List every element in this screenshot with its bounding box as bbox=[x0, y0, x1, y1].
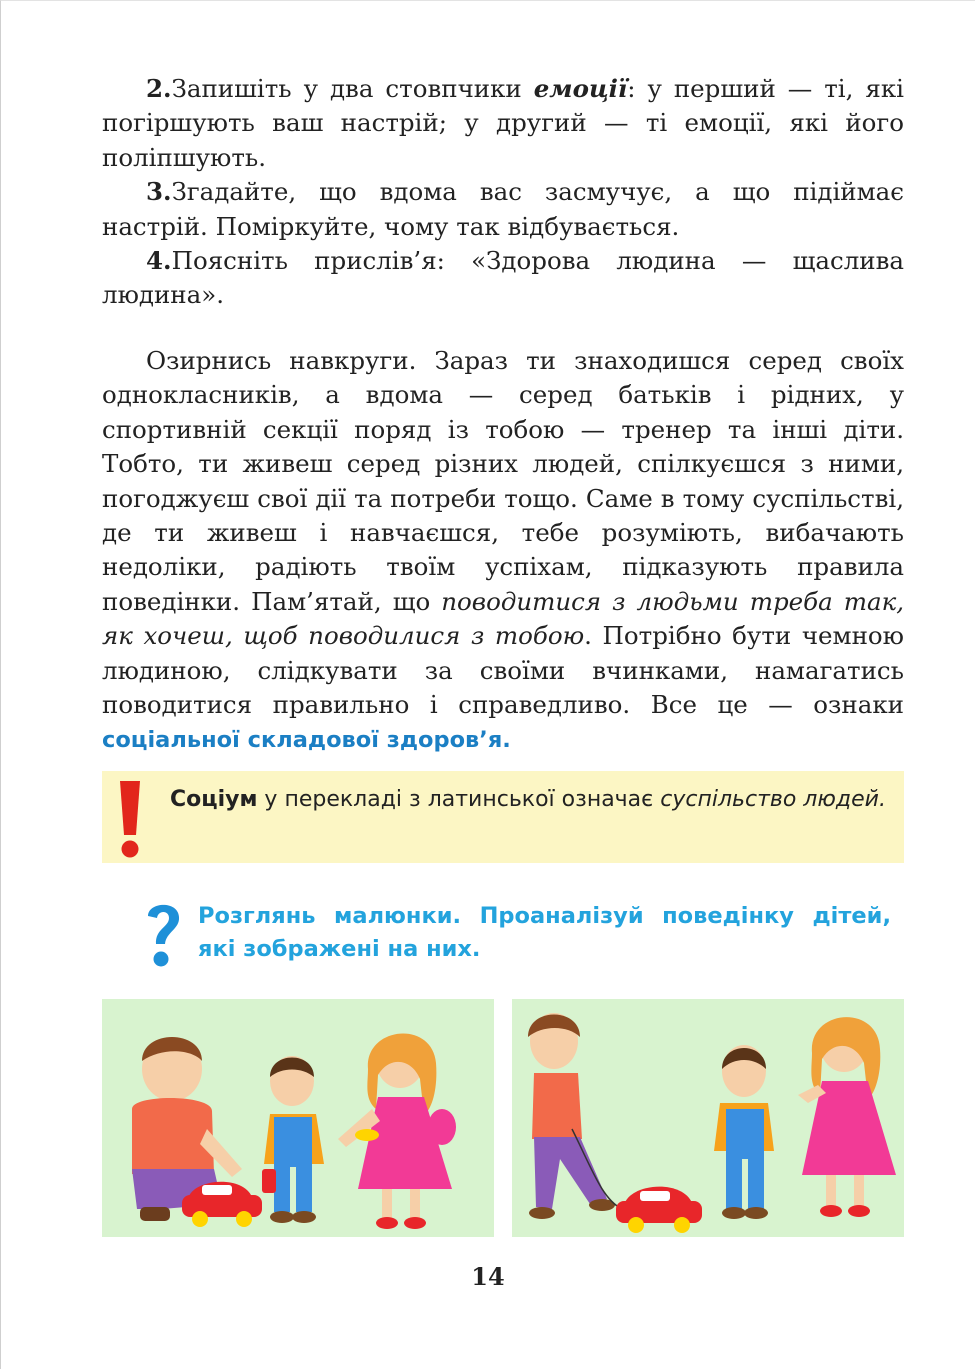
definition-end: . bbox=[878, 787, 886, 812]
question-3 bbox=[102, 175, 904, 244]
small-boy-figure bbox=[262, 1056, 324, 1223]
definition-note bbox=[102, 771, 904, 863]
girl-figure bbox=[798, 1017, 896, 1217]
highlight-period: . bbox=[502, 727, 511, 754]
toy-car-icon bbox=[616, 1187, 702, 1233]
child-crying-illustration bbox=[512, 999, 904, 1237]
highlight-term: соціальної складової здоров’я bbox=[102, 727, 503, 754]
task-instruction: Розглянь малюнки. Проаналізуй поведінку дітей, які зображені на них. bbox=[198, 903, 891, 962]
definition-term: Соціум bbox=[170, 787, 258, 812]
question-number: 3. bbox=[146, 177, 172, 207]
question-text: Згадайте, що вдома вас засмучує, а що підіймає настрій. Поміркуйте, чому так відбувається. bbox=[102, 177, 904, 241]
children-sharing-toy-illustration bbox=[102, 999, 494, 1237]
crying-boy-figure bbox=[714, 1045, 774, 1219]
question-text: Поясніть прислів’я: «Здорова людина — щаслива людина». bbox=[102, 246, 904, 310]
question-4 bbox=[102, 244, 904, 313]
paragraph-text: Озирнись навкруги. Зараз ти знаходишся серед своїх однокласників, а вдома — серед батьків і рідних, у спортивній секції поряд із тобою — тренер та інші діти. Тобто, ти живеш серед різних людей, спілкуєшся з ними, погоджуєш свої дії та потреби тощо. Саме в тому суспільстві, де ти живеш і навчаєшся, тебе розуміють, вибачають недоліки, радіють твоїм успіхам, підказують правила поведінки. Пам’ятай, що bbox=[102, 346, 904, 616]
exclamation-icon bbox=[115, 779, 145, 859]
question-number: 2. bbox=[146, 74, 172, 103]
paragraph-italic-rule: поводитися з людьми треба так, як хочеш, щоб поводилися з тобою bbox=[102, 586, 904, 651]
question-text: Запишіть у два стовпчики bbox=[171, 74, 534, 103]
question-emphasis: емоції bbox=[533, 74, 628, 103]
question-number: 4. bbox=[146, 246, 172, 276]
girl-figure bbox=[338, 1034, 456, 1229]
question-icon bbox=[140, 896, 186, 972]
paragraph-text-continued: . Потрібно бути чемною людиною, слідкувати за своїми вчинками, намагатись поводитися правильно і справедливо. Все це — ознаки bbox=[102, 621, 904, 720]
question-text-end: : у перший — ті, які погіршують ваш настрій; у другий — ті емоції, які його поліпшують. bbox=[102, 74, 904, 172]
page-number: 14 bbox=[471, 1262, 505, 1291]
definition-body: у перекладі з латинської означає bbox=[257, 787, 661, 812]
definition-meaning: суспільство людей bbox=[660, 787, 879, 812]
question-2 bbox=[102, 72, 904, 175]
questions-list bbox=[102, 72, 904, 313]
walking-boy-figure bbox=[528, 1013, 622, 1219]
definition-text bbox=[170, 784, 892, 816]
main-paragraph bbox=[102, 344, 904, 758]
